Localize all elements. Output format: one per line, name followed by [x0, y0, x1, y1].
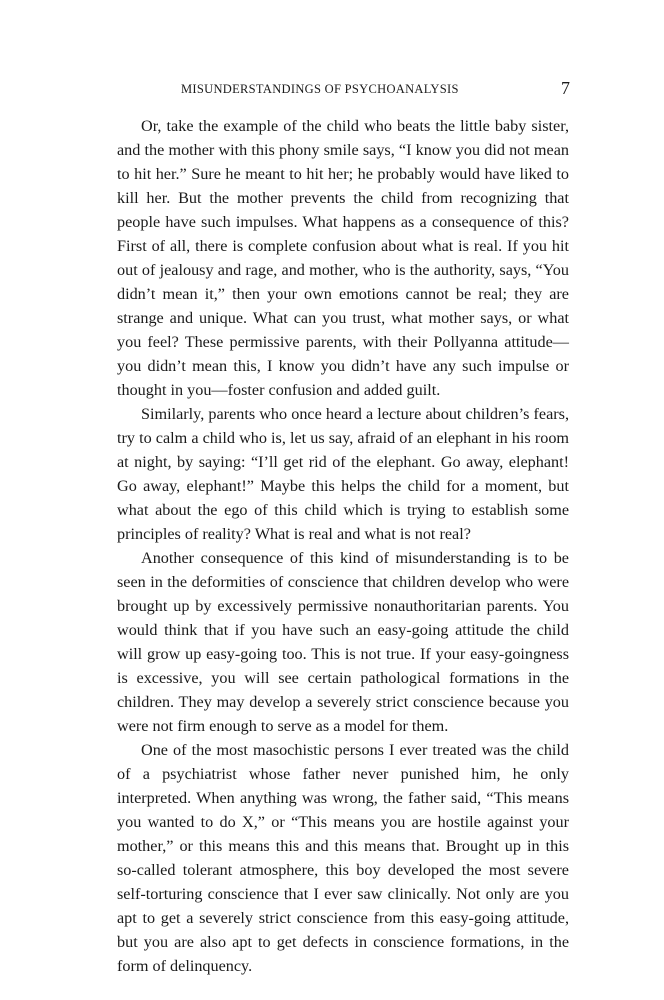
paragraph-4: One of the most masochistic persons I ever treated was the child of a psychiatrist whose father never punished him, he only interpreted. When anything was wrong, the father said, “This means you wanted to do X,” or “This means you are hostile against your mother,” or this means this and this means that. Brought up in this so-called tolerant atmosphere, this boy developed the most severe self-torturing conscience that I ever saw clinically. Not only are you apt to get a severely strict conscience from this easy-going attitude, but you are also apt to get defects in conscience formations, in the form of delinquency.	[117, 741, 569, 975]
paragraph-2: Similarly, parents who once heard a lecture about children’s fears, try to calm a child who is, let us say, afraid of an elephant in his room at night, by saying: “I’ll get rid of the elephant. Go away, elephant! Go away, elephant!” Maybe this helps the child for a moment, but what about the ego of this child which is trying to establish some principles of reality? What is real and what is not real?	[117, 405, 569, 543]
body-text	[117, 114, 569, 978]
paragraph-1: Or, take the example of the child who beats the little baby sister, and the mother with this phony smile says, “I know you did not mean to hit her.” Sure he meant to hit her; he probably would have liked to kill her. But the mother prevents the child from recognizing that people have such impulses. What happens as a consequence of this? First of all, there is complete confusion about what is real. If you hit out of jealousy and rage, and mother, who is the authority, says, “You didn’t mean it,” then your own emotions cannot be real; they are strange and unique. What can you trust, what mother says, or what you feel? These permissive parents, with their Pollyanna attitude—you didn’t mean this, I know you didn’t have any such impulse or thought in you—foster confusion and added guilt.	[117, 117, 569, 399]
running-title: MISUNDERSTANDINGS OF PSYCHOANALYSIS	[181, 82, 459, 96]
page-number: 7	[561, 78, 570, 98]
running-head	[115, 80, 570, 102]
paragraph-3: Another consequence of this kind of misunderstanding is to be seen in the deformities of conscience that children develop who were brought up by excessively permissive nonauthoritarian parents. You would think that if you have such an easy-going attitude the child will grow up easy-going too. This is not true. If your easy-goingness is excessive, you will see certain pathological formations in the children. They may develop a severely strict conscience because you were not firm enough to serve as a model for them.	[117, 549, 569, 735]
